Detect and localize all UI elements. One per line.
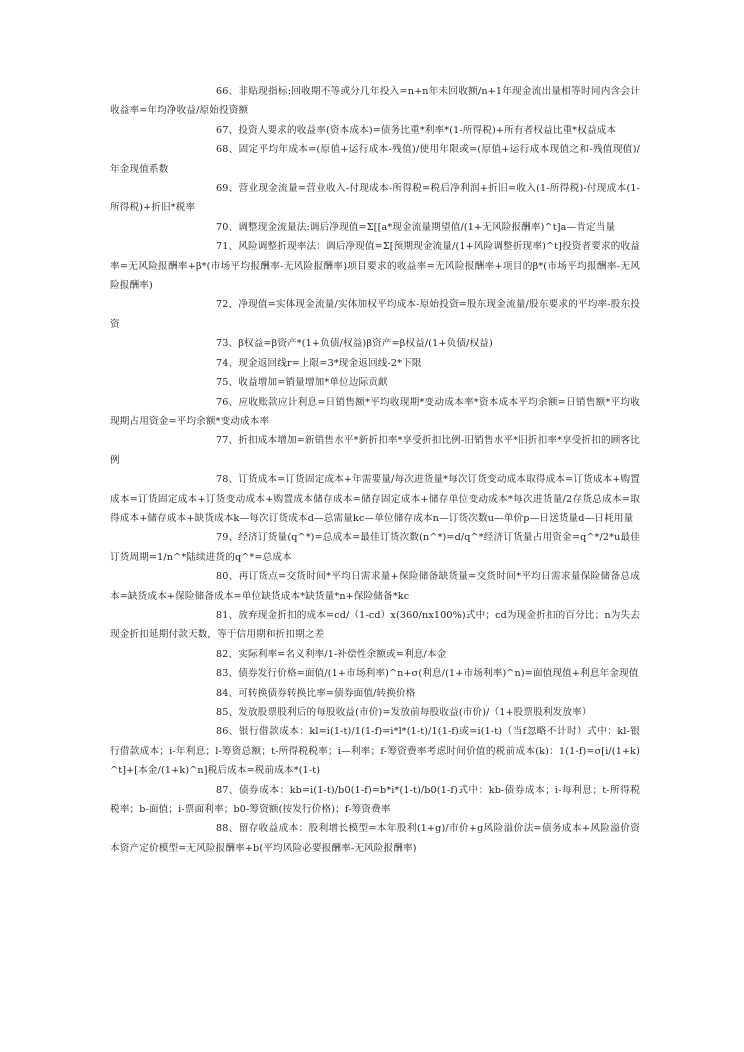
paragraph-66: 66、非贴现指标:回收期不等或分几年投入=n+n年未回收额/n+1年现金流出量相等时同内含会计收益率=年均净收益/原始投资额 xyxy=(110,86,640,117)
paragraph-86: 86、银行借款成本：kl=i(1-t)/1(1-f)=i*l*(1-t)/1(1-f)或=i(1-t)（当f忽略不计时）式中：kl-银行借款成本；i-年利息；l-筹资总额；t-所得税税率；i—利率；f-筹资费率考虑时间价值的税前成本(k)：1(1-f)=σ[i/(1+k)^t]+[本金/(1+k)^n]税后成本=税前成本*(1-t) xyxy=(110,726,640,777)
paragraph-78: 78、订货成本=订货固定成本+年需要量/每次进货量*每次订货变动成本取得成本=订货成本+购置成本=订货固定成本+订货变动成本+购置成本储存成本=储存固定成本+储存单位变动成本*每次进货量/2存货总成本=取得成本+储存成本+缺货成本k—每次订货成本d—总需量kc—单位储存成本n—订货次数u—单价p—日送货量d—日耗用量 xyxy=(110,474,640,524)
paragraph-77: 77、折扣成本增加=新销售水平*新折扣率*享受折扣比例-旧销售水平*旧折扣率*享受折扣的顾客比例 xyxy=(110,435,640,466)
paragraph-69: 69、营业现金流量=营业收入-付现成本-所得税=税后净利润+折旧=收入(1-所得税)-付现成本(1-所得税)+折旧*税率 xyxy=(110,183,640,214)
paragraph-80: 80、再订货点=交货时间*平均日需求量+保险储备缺货量=交货时间*平均日需求量保险储备总成本=缺货成本+保险储备成本=单位缺货成本*缺货量*n+保险储备*kc xyxy=(110,571,640,602)
paragraph-67: 67、投资人要求的收益率(资本成本)=债务比重*利率*(1-所得税)+所有者权益比重*权益成本 xyxy=(216,124,617,136)
document-page xyxy=(110,82,640,858)
paragraph-68: 68、固定平均年成本=(原值+运行成本-残值)/使用年限或=(原值+运行成本现值之和-残值现值)/年金现值系数 xyxy=(110,144,640,175)
paragraph-76: 76、应收账款应计利息=日销售额*平均收现期*变动成本率*资本成本平均余额=日销售额*平均收现期占用资金=平均余额*变动成本率 xyxy=(110,396,640,427)
paragraph-87: 87、债券成本：kb=i(1-t)/b0(1-f)=b*i*(1-t)/b0(1-f)式中：kb-债券成本；i-每利息；t-所得税税率；b-面值；i-票面利率；b0-筹资额(按发行价格)；f-筹资费率 xyxy=(110,784,640,816)
paragraph-79: 79、经济订货量(q^*)=总成本=最佳订货次数(n^*)=d/q^*经济订货量占用资金=q^*/2*u最佳订货周期=1/n^*陆续进货的q^*=总成本 xyxy=(110,532,640,563)
paragraph-88: 88、留存收益成本：股利增长模型=本年股利(1+g)/市价+g风险溢价法=债务成本+风险溢价资本资产定价模型=无风险报酬率+b(平均风险必要报酬率-无风险报酬率) xyxy=(110,823,640,854)
paragraph-81: 81、放弃现金折扣的成本=cd/（1-cd）x(360/nx100%)式中；cd为现金折扣的百分比；n为失去现金折扣延期付款天数，等于信用期和折扣期之差 xyxy=(110,609,640,641)
paragraph-75: 75、收益增加=销量增加*单位边际贡献 xyxy=(216,377,388,389)
paragraph-83: 83、债券发行价格=面值/(1+市场利率)^n+σ(利息/(1+市场利率)^n)=面值现值+利息年金现值 xyxy=(216,668,639,680)
paragraph-72: 72、净现值=实体现金流量/实体加权平均成本-原始投资=股东现金流量/股东要求的平均率-股东投资 xyxy=(110,299,640,330)
paragraph-84: 84、可转换债券转换比率=债券面值/转换价格 xyxy=(216,687,416,699)
paragraph-70: 70、调整现金流量法:调后净现值=Σ[[a*现金流量期望值/(1+无风险报酬率)^t]a—肯定当量 xyxy=(216,221,616,233)
paragraph-73: 73、β权益=β资产*(1+负债/权益)β资产=β权益/(1+负债/权益) xyxy=(216,338,493,350)
paragraph-82: 82、实际利率=名义利率/1-补偿性余额或=利息/本金 xyxy=(216,648,447,660)
paragraph-71: 71、风险调整折现率法：调后净现值=Σ[预期现金流量/(1+风险调整折现率)^t]投资者要求的收益率=无风险报酬率+β*(市场平均报酬率-无风险报酬率)项目要求的收益率=无风险报酬率+项目的β*(市场平均报酬率-无风险报酬率) xyxy=(110,241,640,292)
paragraph-85: 85、发放股票股利后的每股收益(市价)=发放前每股收益(市价)/（1+股票股利发放率） xyxy=(216,707,592,718)
paragraph-74: 74、现金返回线r=上限=3*现金返回线-2*下限 xyxy=(216,357,422,369)
